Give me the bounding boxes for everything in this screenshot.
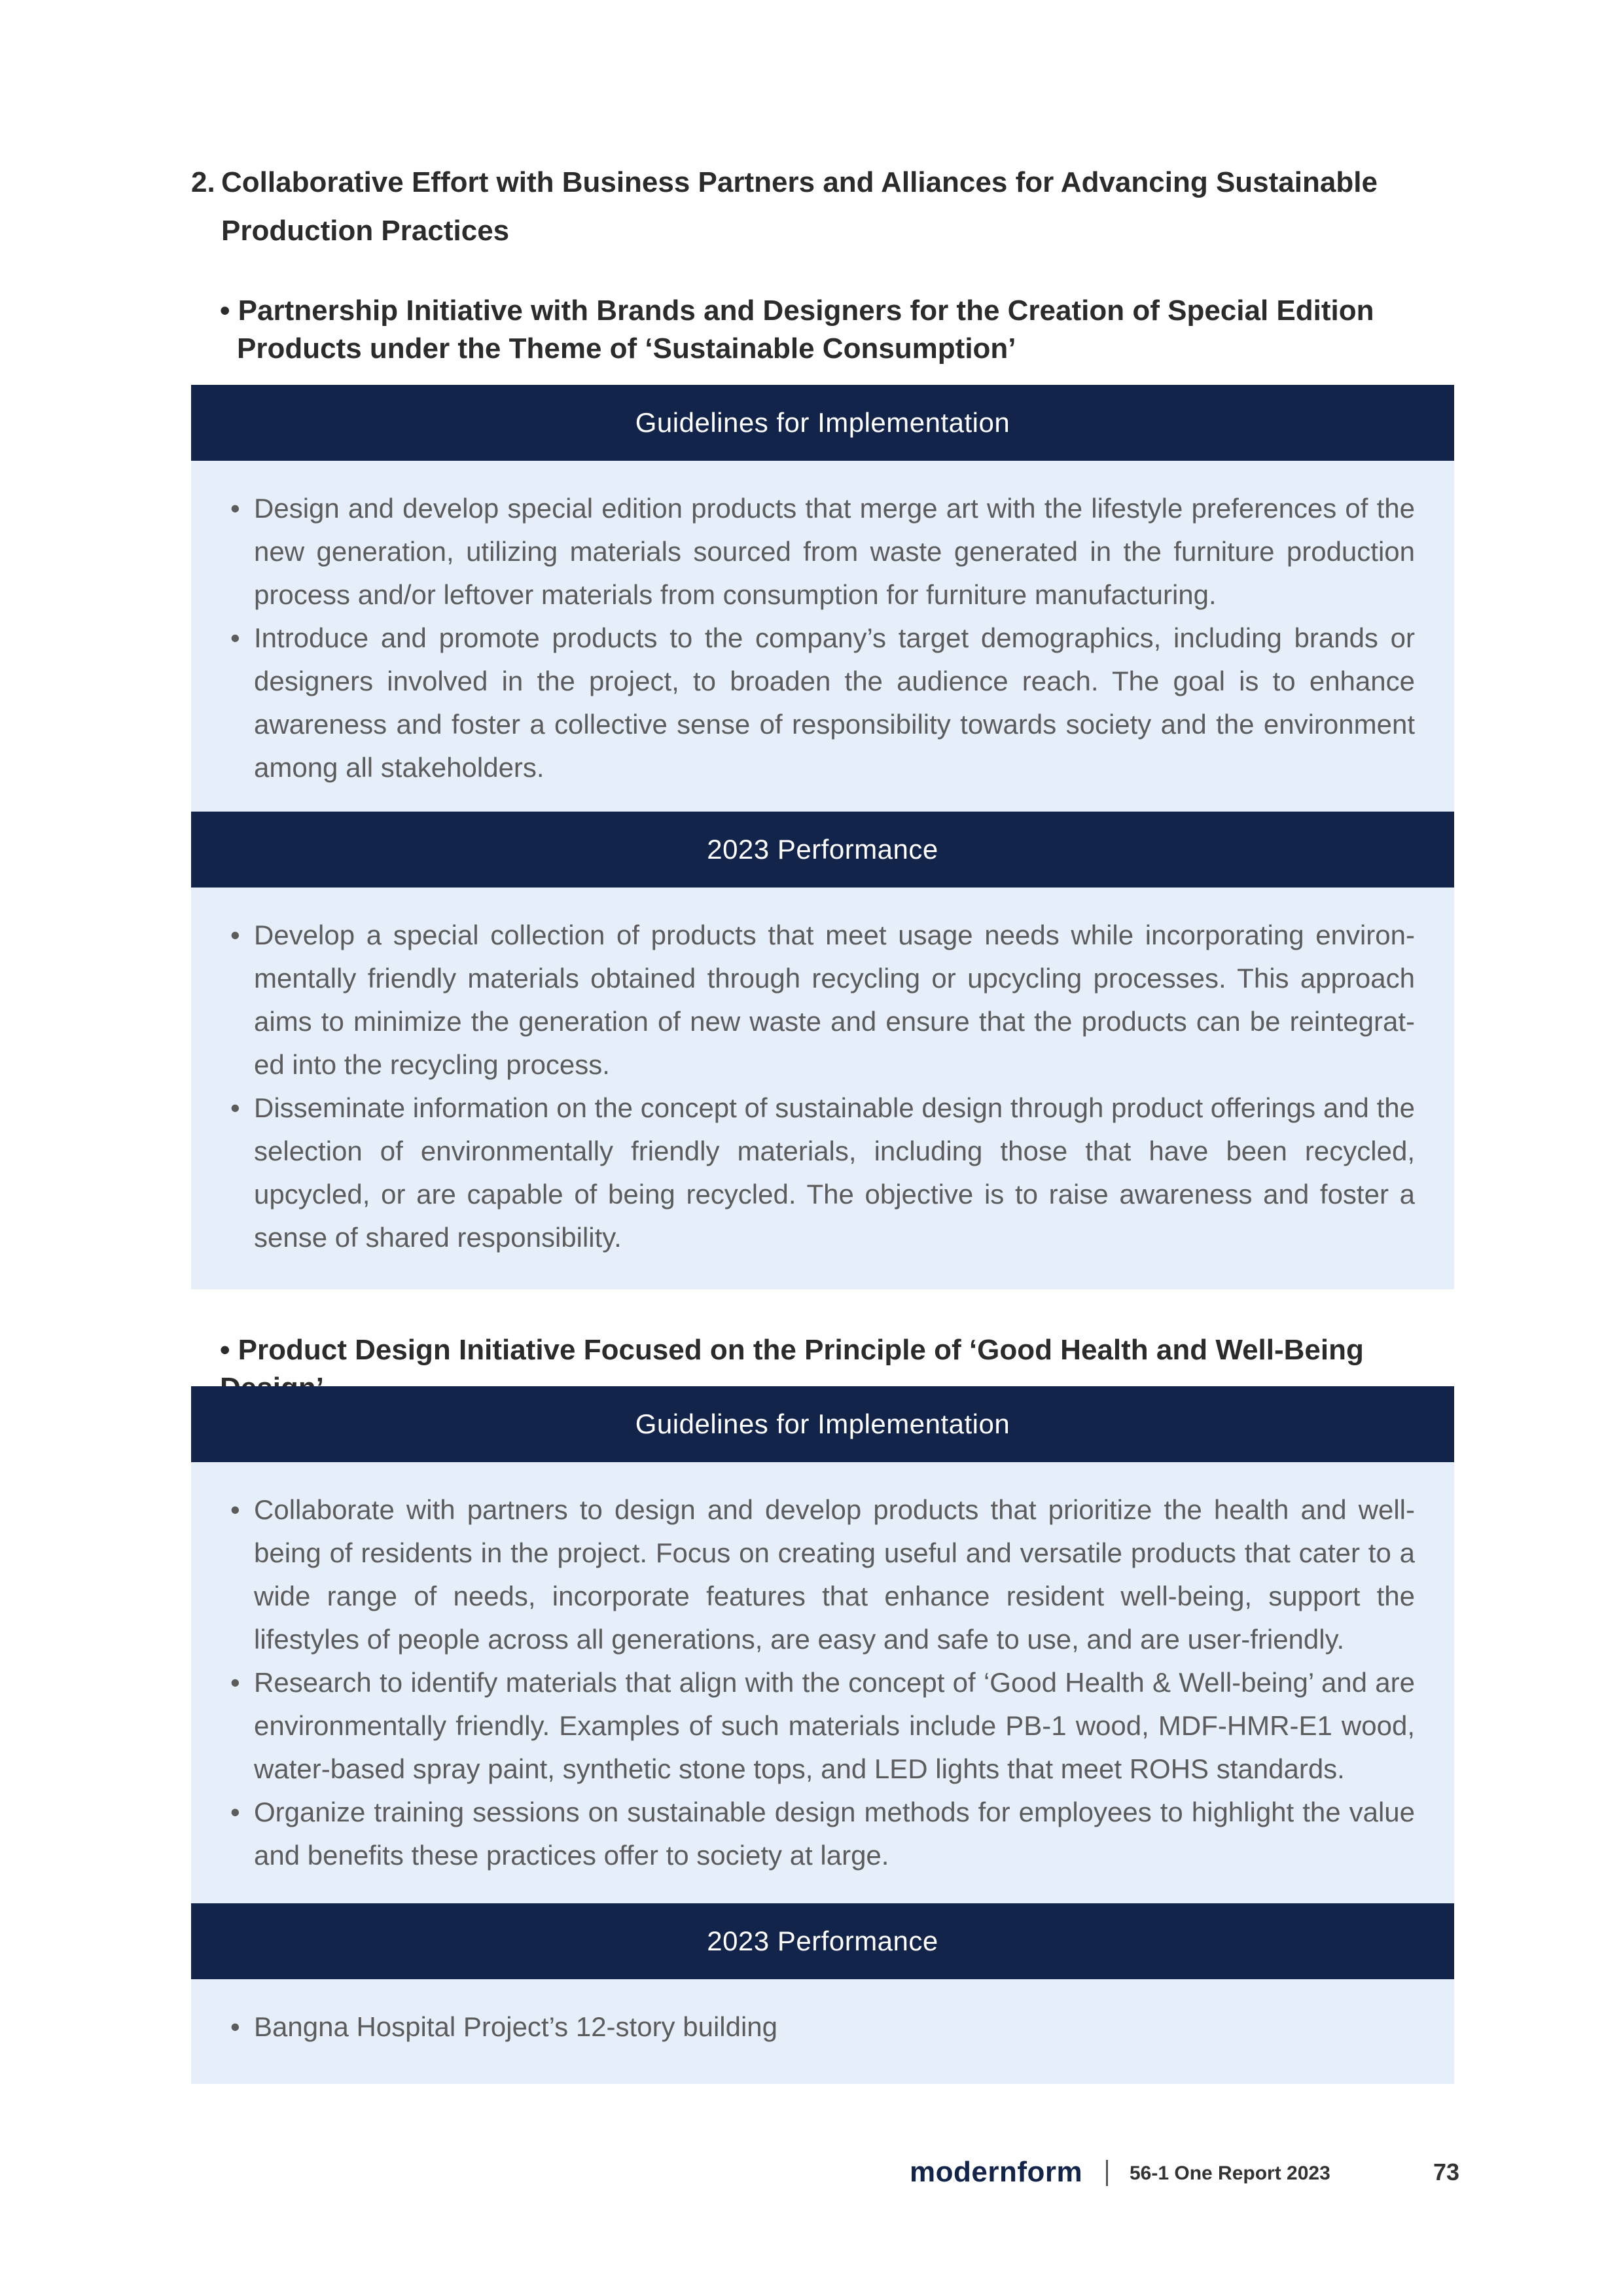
footer-divider [1106,2160,1108,2186]
bullet-list [230,914,1415,1259]
panel-body [191,461,1454,812]
panel-body [191,888,1454,1289]
initiative1-performance-panel [191,812,1454,1289]
panel-body [191,1979,1454,2084]
initiative1-guidelines-panel [191,385,1454,812]
section-title-line1: Collaborative Effort with Business Partners and Alliances for Advancing Sustainable [221,166,1378,198]
list-item: • Disseminate information on the concept of sustainable design through product offerings and the selection of environmentally friendly materials, including those that have been recycled, upcycled, or are capable of being recycled. The objective is to raise awareness and foster a sense of shared responsibility. [230,1086,1415,1259]
panel-body [191,1462,1454,1903]
list-item: • Design and develop special edition products that merge art with the lifestyle preferences of the new generation, utilizing materials sourced from waste generated in the furniture production process and/or leftover materials from consumption for furniture manufacturing. [230,487,1415,617]
section-title-line2: Production Practices [221,215,510,247]
list-item: • Research to identify materials that align with the concept of ‘Good Health & Well-being’ and are environmentally friendly. Examples of such materials include PB-1 wood, MDF-HMR-E1 wood, water-based spray paint, synthetic stone tops, and LED lights that meet ROHS standards. [230,1661,1415,1791]
section-heading [191,158,1435,255]
initiative2-guidelines-panel [191,1386,1454,1903]
initiative1-title [220,292,1463,368]
page-number: 73 [1433,2159,1459,2185]
list-item: • Bangna Hospital Project’s 12-story building [230,2005,1415,2049]
panel-header: Guidelines for Implementation [191,1386,1454,1462]
initiative1-title-line2: Products under the Theme of ‘Sustainable Consumption’ [237,332,1016,365]
panel-header: 2023 Performance [191,1903,1454,1979]
brand-logo: modernform [910,2156,1083,2188]
list-item: • Collaborate with partners to design and develop products that prioritize the health and well-being of residents in the project. Focus on creating useful and versatile products that cater to a wide range of needs, incorporate features that enhance resident well-being, support the lifestyles of people across all generations, are easy and safe to use, and are user-friendly. [230,1488,1415,1661]
section-number: 2. [191,166,215,198]
page-footer [910,2153,1459,2193]
bullet-list [230,487,1415,789]
list-item: • Introduce and promote products to the company’s target demographics, including brands or designers involved in the project, to broaden the audience reach. The goal is to enhance awareness and foster a collective sense of responsibility towards society and the environment among all stakeholders. [230,617,1415,789]
initiative2-performance-panel [191,1903,1454,2084]
panel-header: Guidelines for Implementation [191,385,1454,461]
panel-header: 2023 Performance [191,812,1454,888]
report-title: 56-1 One Report 2023 [1130,2162,1330,2184]
bullet-list [230,1488,1415,1877]
initiative2-title: • Product Design Initiative Focused on the Principle of ‘Good Health and Well-Being [220,1334,1364,1366]
list-item: • Organize training sessions on sustainable design methods for employees to highlight the value and benefits these practices offer to society at large. [230,1791,1415,1877]
bullet-list [230,2005,1415,2049]
initiative1-title-line1: • Partnership Initiative with Brands and Designers for the Creation of Special Edition [220,295,1374,327]
list-item: • Develop a special collection of products that meet usage needs while incorporating environ-mentally friendly materials obtained through recycling or upcycling processes. This approach aims to minimize the generation of new waste and ensure that the products can be reintegrat-ed into the recycling process. [230,914,1415,1086]
